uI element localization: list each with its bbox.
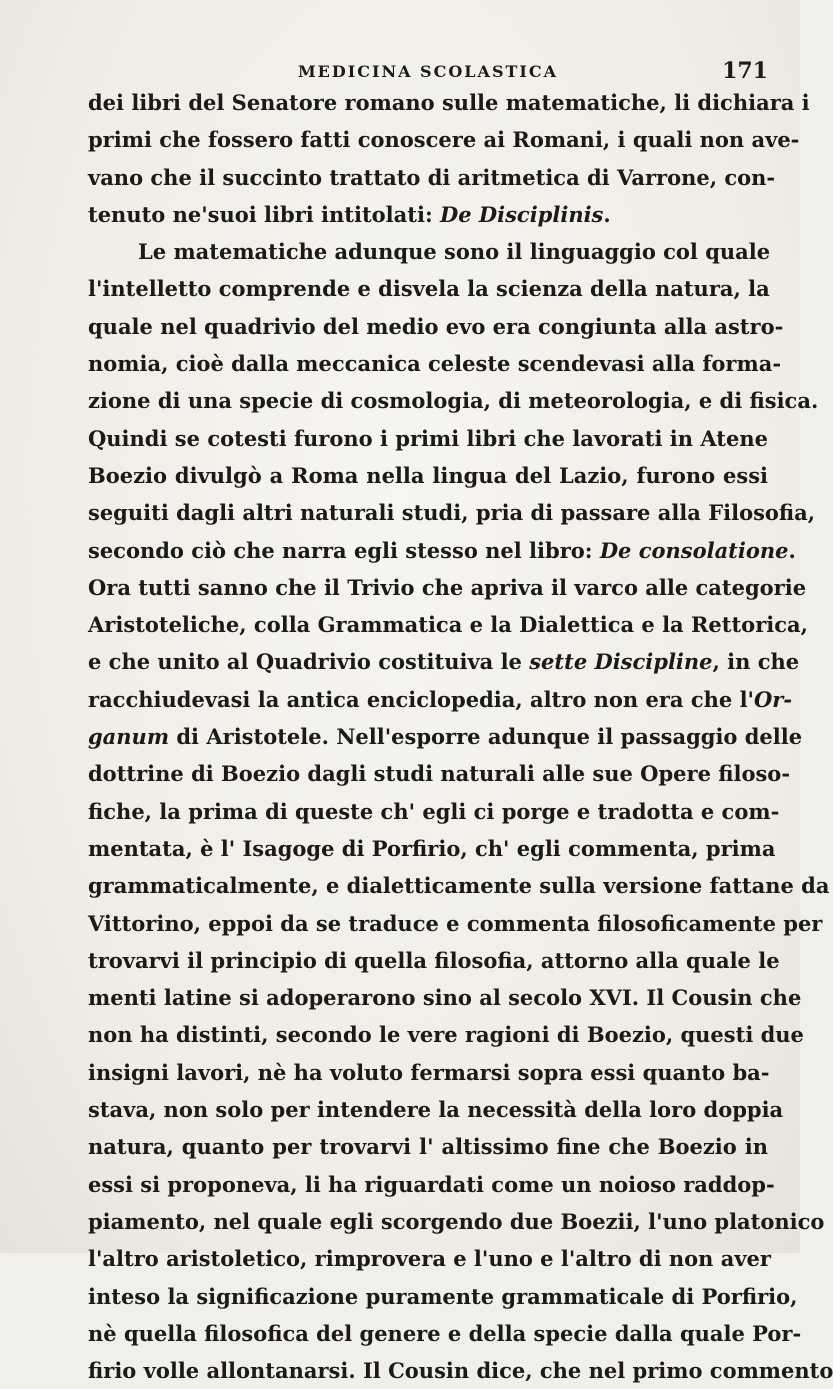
text-line: non ha distinti, secondo le vere ragioni di Boezio, questi due xyxy=(88,1022,804,1048)
text-line: natura, quanto per trovarvi l' altissimo fine che Boezio in xyxy=(88,1134,768,1160)
text-line: Vittorino, eppoi da se traduce e commenta filosoficamente per xyxy=(88,910,823,936)
text-line: grammaticalmente, e dialetticamente sulla versione fattane da xyxy=(88,873,830,899)
text-line: dei libri del Senatore romano sulle matematiche, li dichiara i xyxy=(88,90,810,115)
text-line: nè quella filosofica del genere e della specie dalla quale Por- xyxy=(88,1320,802,1346)
text-line: fiche, la prima di queste ch' egli ci porge e tradotta e com- xyxy=(88,798,780,824)
text-line: l'intelletto comprende e disvela la scienza della natura, la xyxy=(88,276,770,302)
text-line: Aristoteliche, colla Grammatica e la Dialettica e la Rettorica, xyxy=(88,612,808,638)
text-line: zione di una specie di cosmologia, di meteorologia, e di fisica. xyxy=(88,388,819,414)
running-head: MEDICINA SCOLASTICA xyxy=(297,62,559,81)
text-line: racchiudevasi la antica enciclopedia, altro non era che l'Or- xyxy=(88,686,793,712)
text-line: stava, non solo per intendere la necessità della loro doppia xyxy=(88,1097,784,1123)
text-line: nomia, cioè dalla meccanica celeste scendevasi alla forma- xyxy=(88,351,782,377)
text-line: Ora tutti sanno che il Trivio che apriva il varco alle categorie xyxy=(88,574,807,600)
text-line: primi che fossero fatti conoscere ai Romani, i quali non ave- xyxy=(88,127,800,153)
text-line: mentata, è l' Isagoge di Porfirio, ch' egli commenta, prima xyxy=(88,835,776,861)
page-number: 171 xyxy=(722,58,768,84)
text-line: inteso la significazione puramente grammaticale di Porfirio, xyxy=(88,1283,798,1309)
text-line: Boezio divulgò a Roma nella lingua del Lazio, furono essi xyxy=(88,462,768,488)
text-line: insigni lavori, nè ha voluto fermarsi sopra essi quanto ba- xyxy=(88,1059,770,1085)
body-text xyxy=(88,84,833,1389)
text-line: Quindi se cotesti furono i primi libri che lavorati in Atene xyxy=(88,425,768,451)
text-line: menti latine si adoperarono sino al secolo XVI. Il Cousin che xyxy=(88,985,802,1011)
text-line: secondo ciò che narra egli stesso nel libro: De consolatione. xyxy=(88,537,796,563)
text-line: firio volle allontanarsi. Il Cousin dice, che nel primo commento xyxy=(88,1358,833,1384)
text-line: essi si proponeva, li ha riguardati come un noioso raddop- xyxy=(88,1171,775,1197)
text-line: dottrine di Boezio dagli studi naturali alle sue Opere filoso- xyxy=(88,761,791,787)
text-line: e che unito al Quadrivio costituiva le sette Discipline, in che xyxy=(88,649,800,675)
text-line: l'altro aristoletico, rimprovera e l'uno e l'altro di non aver xyxy=(88,1246,771,1272)
text-line: trovarvi il principio di quella filosofia, attorno alla quale le xyxy=(88,947,780,973)
text-line: piamento, nel quale egli scorgendo due Boezii, l'uno platonico xyxy=(88,1208,825,1234)
text-line: tenuto ne'suoi libri intitolati: De Disciplinis. xyxy=(88,201,611,227)
text-line: Le matematiche adunque sono il linguaggio col quale xyxy=(138,239,771,265)
text-line: seguiti dagli altri naturali studi, pria di passare alla Filosofia, xyxy=(88,500,816,526)
text-line: quale nel quadrivio del medio evo era congiunta alla astro- xyxy=(88,313,784,339)
text-line: vano che il succinto trattato di aritmetica di Varrone, con- xyxy=(88,164,776,190)
text-line: ganum di Aristotele. Nell'esporre adunque il passaggio delle xyxy=(88,724,803,750)
